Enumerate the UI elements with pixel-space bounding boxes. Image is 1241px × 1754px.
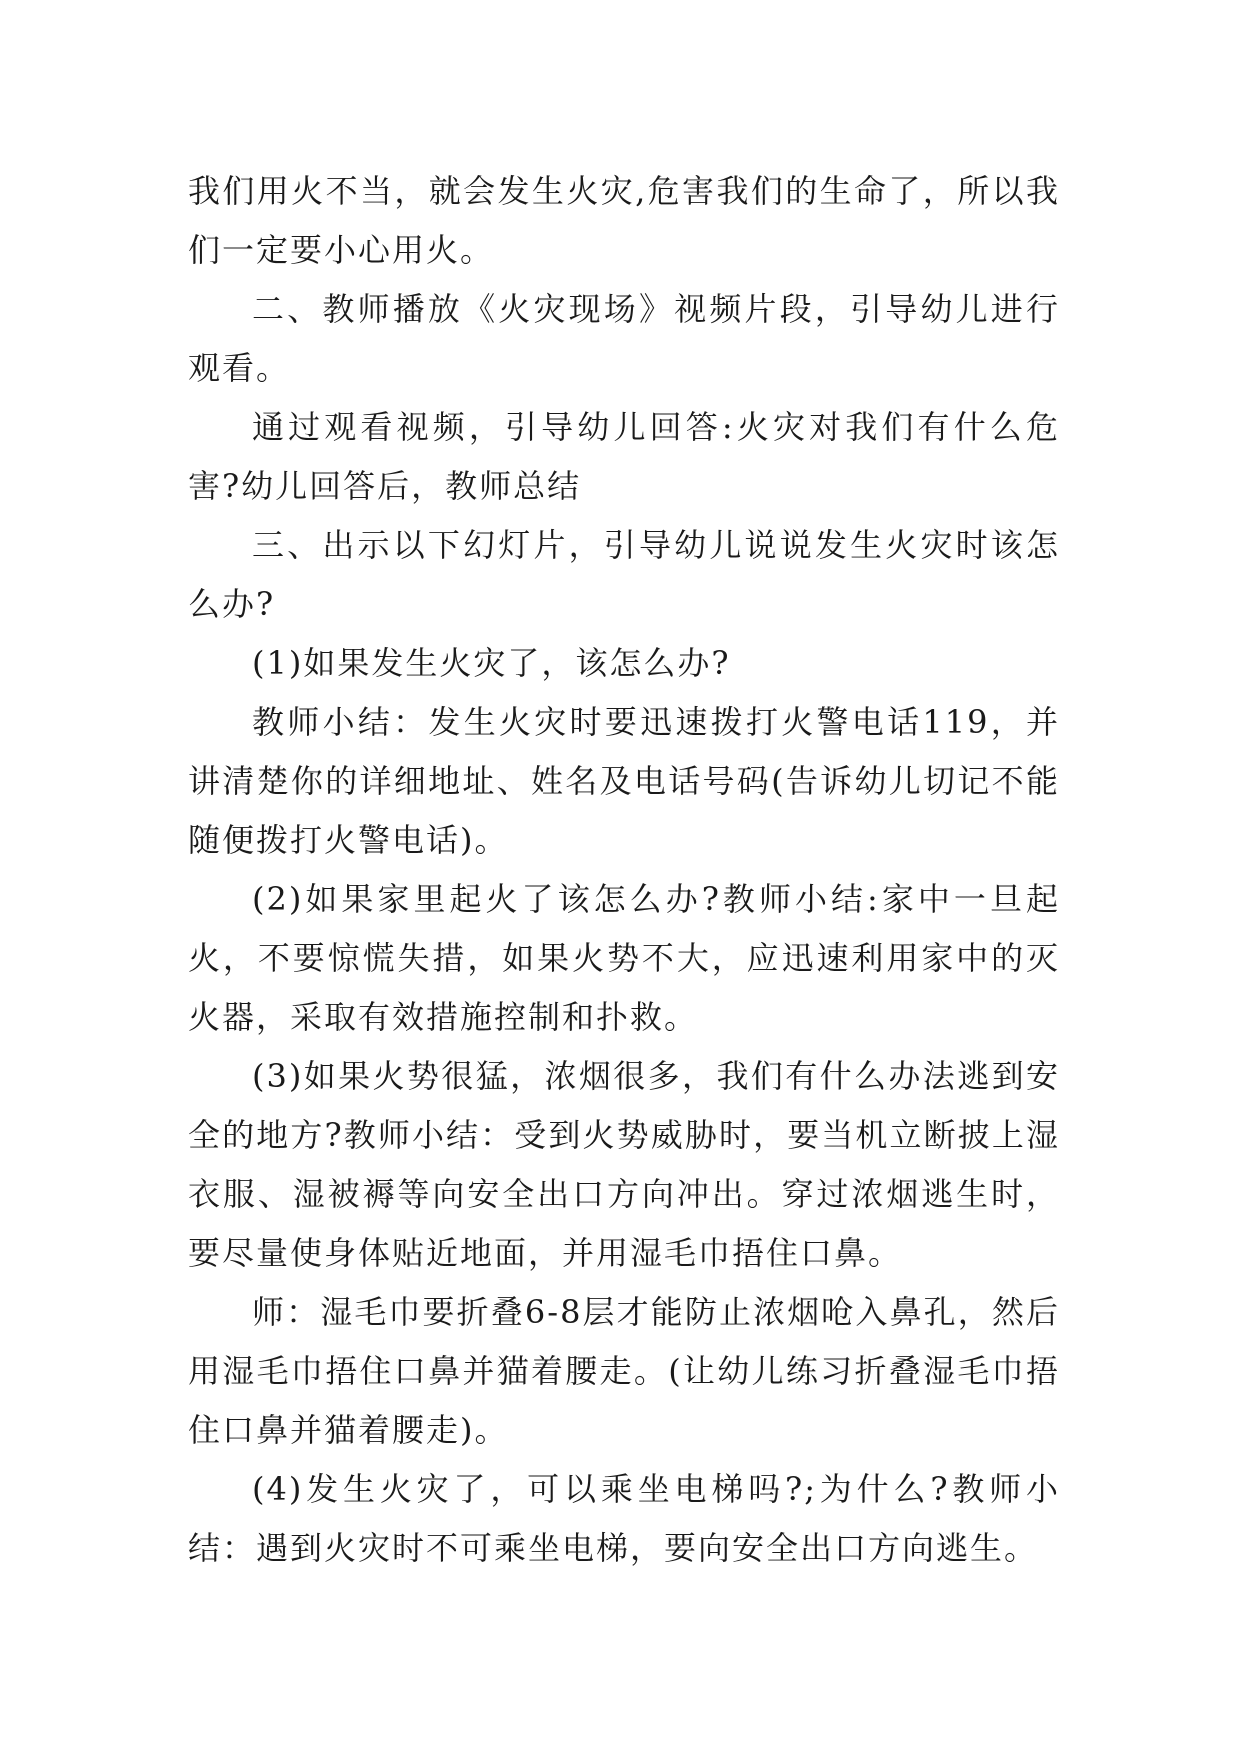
document-body (188, 162, 1060, 1578)
paragraph-intro-continuation: 我们用火不当，就会发生火灾,危害我们的生命了，所以我们一定要小心用火。 (188, 172, 1060, 269)
paragraph-step-three: 三、出示以下幻灯片，引导幼儿说说发生火灾时该怎么办? (188, 526, 1060, 623)
paragraph-video-question: 通过观看视频，引导幼儿回答:火灾对我们有什么危害?幼儿回答后，教师总结 (188, 408, 1060, 505)
paragraph-step-two: 二、教师播放《火灾现场》视频片段，引导幼儿进行观看。 (188, 290, 1060, 387)
paragraph-summary-1: 教师小结：发生火灾时要迅速拨打火警电话119，并讲清楚你的详细地址、姓名及电话号码(告诉幼儿切记不能随便拨打火警电话)。 (188, 703, 1060, 859)
paragraph-question-4: (4)发生火灾了，可以乘坐电梯吗?;为什么?教师小结：遇到火灾时不可乘坐电梯，要向安全出口方向逃生。 (188, 1470, 1060, 1567)
paragraph-question-1: (1)如果发生火灾了，该怎么办? (252, 644, 731, 682)
paragraph-question-2: (2)如果家里起火了该怎么办?教师小结:家中一旦起火，不要惊慌失措，如果火势不大，应迅速利用家中的灭火器，采取有效措施控制和扑救。 (188, 880, 1060, 1036)
paragraph-question-3: (3)如果火势很猛，浓烟很多，我们有什么办法逃到安全的地方?教师小结：受到火势威胁时，要当机立断披上湿衣服、湿被褥等向安全出口方向冲出。穿过浓烟逃生时，要尽量使身体贴近地面，并用湿毛巾捂住口鼻。 (188, 1057, 1060, 1272)
paragraph-towel-instruction: 师：湿毛巾要折叠6-8层才能防止浓烟呛入鼻孔，然后用湿毛巾捂住口鼻并猫着腰走。(让幼儿练习折叠湿毛巾捂住口鼻并猫着腰走)。 (188, 1293, 1060, 1449)
